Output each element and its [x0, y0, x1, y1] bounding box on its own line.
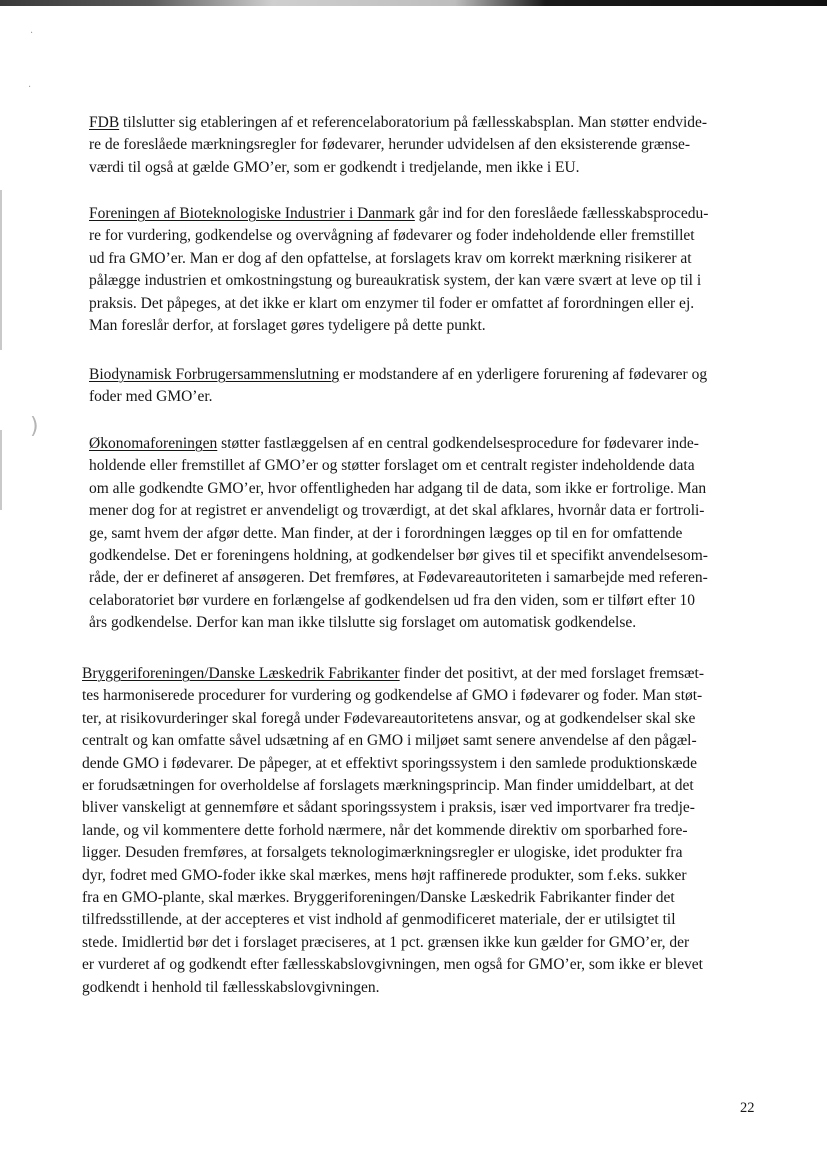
organization-name: Bryggeriforeningen/Danske Læskedrik Fabrikanter: [82, 665, 400, 682]
scan-speck: ·: [30, 28, 34, 39]
organization-name: Økonomaforeningen: [89, 435, 218, 452]
paragraph-okonomaforeningen: [89, 433, 708, 635]
paragraph-line: mener dog for at registret er anvendeligt og troværdigt, at det skal afklares, hvornår data er fortroli-: [89, 502, 705, 520]
paragraph-line: pålægge industrien et omkostningstung og bureaukratisk system, der kan være svært at leve op til i: [89, 272, 702, 290]
paragraph-line: centralt og kan omfatte såvel udsætning af en GMO i miljøet samt senere anvendelse af den pågæl-: [82, 732, 697, 750]
paragraph-line: Foreningen af Bioteknologiske Industrier i Danmark går ind for den foreslåede fællesskabsprocedu-: [89, 205, 709, 222]
paragraph-line: ge, samt hvem der afgør dette. Man finder, at der i forordningen lægges op til en for omfattende: [89, 524, 683, 542]
page-number: 22: [740, 1100, 755, 1116]
paragraph-line: lande, og vil kommentere dette forhold nærmere, når det kommende direktiv om sporbarhed fore-: [82, 821, 688, 839]
paragraph-bryggeriforeningen: [82, 663, 704, 999]
punch-hole-mark: ): [30, 414, 39, 439]
paragraph-line: re for vurdering, godkendelse og overvågning af fødevarer og foder indeholdende eller fremstillet: [89, 227, 695, 245]
paragraph-line: ligger. Desuden fremføres, at forsalgets teknologimærkningsregler er ulogiske, idet produkter fra: [82, 844, 683, 862]
paragraph-line: celaboratoriet bør vurdere en forlængelse af godkendelsen ud fra den viden, som er tilført efter 10: [89, 591, 695, 609]
paragraph-line: om alle godkendte GMO’er, hvor offentligheden har adgang til de data, som ikke er fortrolige. Man: [89, 479, 707, 497]
paragraph-line: års godkendelse. Derfor kan man ikke tilslutte sig forslaget om automatisk godkendelse.: [89, 614, 637, 632]
paragraph-fdb: [89, 112, 707, 179]
paragraph-line: FDB tilslutter sig etableringen af et referencelaboratorium på fællesskabsplan. Man støtter endvide-: [89, 114, 708, 131]
paragraph-biodynamisk-forbrugersammenslutning: [89, 364, 707, 409]
scan-speck: ·: [28, 82, 32, 93]
paragraph-line: tes harmoniserede procedurer for vurdering og godkendelse af GMO i fødevarer og foder. Man støt-: [82, 687, 703, 705]
paragraph-line: ter, at risikovurderinger skal foregå under Fødevareautoritetens ansvar, og at godkendelser skal ske: [82, 709, 696, 727]
paragraph-line: tilfredsstillende, at der accepteres et vist indhold af genmodificeret materiale, der er utilsigtet til: [82, 911, 676, 929]
paragraph-line: Biodynamisk Forbrugersammenslutning er modstandere af en yderligere forurening af fødevarer og: [89, 366, 708, 383]
paragraph-line: værdi til også at gælde GMO’er, som er godkendt i tredjelande, men ikke i EU.: [89, 158, 580, 176]
paragraph-line: foder med GMO’er.: [89, 388, 213, 406]
paragraph-line: bliver vanskeligt at gennemføre et sådant sporingssystem i praksis, især ved importvarer fra tredje-: [82, 799, 695, 817]
paragraph-line: godkendt i henhold til fællesskabslovgivningen.: [82, 978, 380, 996]
paragraph-line: er forudsætningen for overholdelse af forslagets mærkningsprincip. Man finder umiddelbart, at det: [82, 777, 694, 795]
paragraph-line: Man foreslår derfor, at forslaget gøres tydeligere på dette punkt.: [89, 317, 486, 335]
paragraph-bioteknologiske-industrier: [89, 203, 708, 337]
paragraph-line: praksis. Det påpeges, at det ikke er klart om enzymer til foder er omfattet af forordningen eller ej.: [89, 294, 695, 312]
paragraph-line: råde, der er defineret af ansøgeren. Det fremføres, at Fødevareautoriteten i samarbejde med referen-: [89, 569, 708, 587]
paragraph-line: er vurderet af og godkendt efter fællesskabslovgivningen, men også for GMO’er, som ikke er blevet: [82, 956, 703, 974]
organization-name: Biodynamisk Forbrugersammenslutning: [89, 366, 340, 383]
paragraph-line: godkendelse. Det er foreningens holdning, at godkendelser bør gives til et specifikt anvendelsesom-: [89, 547, 708, 565]
paragraph-line: dyr, fodret med GMO-foder ikke skal mærkes, mens højt raffinerede produkter, som f.eks. sukker: [82, 866, 687, 884]
paragraph-line: re de foreslåede mærkningsregler for fødevarer, herunder udvidelsen af den eksisterende grænse-: [89, 136, 691, 154]
paragraph-line: dende GMO i fødevarer. De påpeger, at et effektivt sporingssystem i den samlede produktionskæde: [82, 754, 698, 772]
paragraph-line: holdende eller fremstillet af GMO’er og støtter forslaget om et centralt register indeholdende data: [89, 457, 695, 475]
paragraph-line: fra en GMO-plante, skal mærkes. Bryggeriforeningen/Danske Læskedrik Fabrikanter finder det: [82, 889, 675, 907]
organization-name: FDB: [89, 114, 120, 131]
paragraph-line: Økonomaforeningen støtter fastlæggelsen af en central godkendelsesprocedure for fødevarer inde-: [89, 435, 699, 452]
paragraph-line: stede. Imidlertid bør det i forslaget præciseres, at 1 pct. grænsen ikke kun gælder for GMO’er, der: [82, 933, 690, 951]
paragraph-line: Bryggeriforeningen/Danske Læskedrik Fabrikanter finder det positivt, at der med forslaget fremsæt-: [82, 665, 704, 682]
organization-name: Foreningen af Bioteknologiske Industrier i Danmark: [89, 205, 415, 222]
paragraph-line: ud fra GMO’er. Man er dog af den opfattelse, at forslagets krav om korrekt mærkning risikerer at: [89, 249, 692, 267]
